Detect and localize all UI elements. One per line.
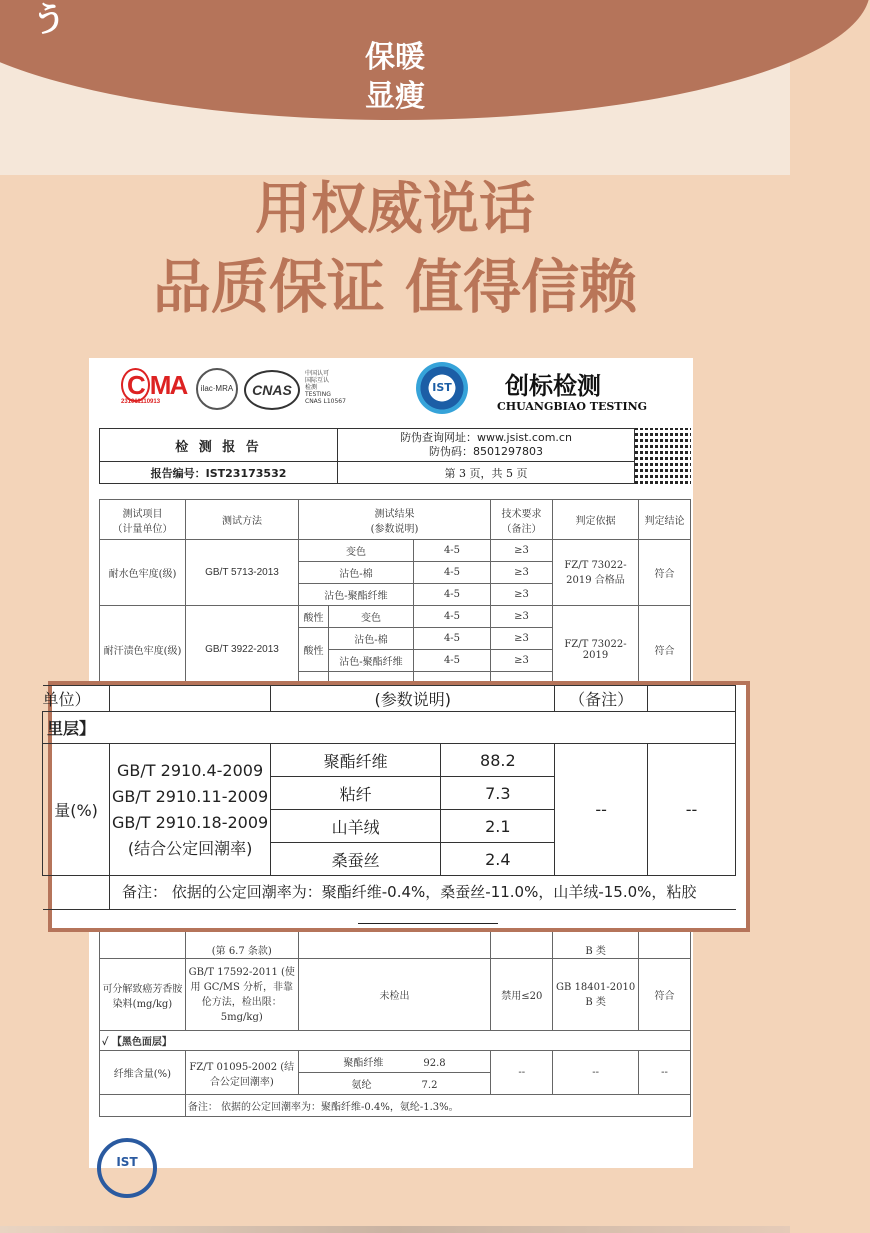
report-number: 报告编号：IST23173532 [100, 462, 338, 484]
table-cell: 沾色-棉 [329, 628, 414, 650]
cma-logo: C MA 231011110913 [121, 370, 187, 405]
table-cell: 沾色-棉 [299, 562, 414, 584]
table-cell: ≥3 [491, 606, 553, 628]
table-cell: 桑蚕丝 [271, 843, 441, 876]
azo-conclusion: 符合 [639, 959, 691, 1031]
results-table [99, 499, 691, 694]
headline-line-2: 品质保证 值得信赖 [152, 253, 638, 321]
table-cell: 7.3 [441, 777, 555, 810]
col-basis: 判定依据 [553, 500, 639, 540]
clause-label: (第 6.7 条款) [185, 927, 298, 959]
zoom-head-unit: 单位） [43, 686, 110, 712]
azo-result: 未检出 [298, 959, 491, 1031]
table-cell: ≥3 [491, 584, 553, 606]
zoom-layer-label: 里层】 [43, 712, 736, 744]
zoomed-table-callout [42, 681, 750, 932]
report-header-table [99, 428, 691, 484]
table-cell: ≥3 [491, 540, 553, 562]
sweat-method: GB/T 3922-2013 [186, 606, 299, 694]
table-cell: 变色 [299, 540, 414, 562]
verify-info: 防伪查询网址：www.jsist.com.cn 防伪码：8501297803 [338, 429, 635, 462]
table-cell: ≥3 [491, 562, 553, 584]
fiber-row: 氨纶 7.2 [298, 1073, 491, 1095]
col-requirement: 技术要求 （备注） [491, 500, 553, 540]
table-cell: ≥3 [491, 650, 553, 672]
top-banner [0, 0, 790, 175]
sweat-conclusion: 符合 [639, 606, 691, 694]
report-logos [89, 358, 693, 428]
col-conclusion: 判定结论 [639, 500, 691, 540]
grade-label: B 类 [553, 927, 639, 959]
zoom-note: 备注： 依据的公定回潮率为：聚酯纤维-0.4%，桑蚕丝-11.0%，山羊绒-15.0%，粘胶 [122, 883, 697, 901]
acid-label: 酸性 [299, 606, 329, 628]
zoom-item: 量(%) [43, 744, 110, 876]
sweat-basis: FZ/T 73022-2019 [553, 606, 639, 694]
acid-label: 酸性 [299, 628, 329, 672]
water-item: 耐水色牢度(级) [100, 540, 186, 606]
table-cell: 4-5 [414, 628, 491, 650]
table-cell: 4-5 [414, 650, 491, 672]
col-method: 测试方法 [186, 500, 299, 540]
dash: -- [647, 744, 735, 876]
dash: -- [555, 744, 648, 876]
water-conclusion: 符合 [639, 540, 691, 606]
banner-line-2: 显瘦 [365, 79, 425, 114]
zoom-head-note: （备注） [555, 686, 648, 712]
water-method: GB/T 5713-2013 [186, 540, 299, 606]
ilac-mra-logo: ilac·MRA [196, 368, 238, 410]
brand-name-en: CHUANGBIAO TESTING [497, 400, 648, 413]
cnas-note: 中国认可 国际互认 检测 TESTING CNAS L10567 [305, 370, 346, 405]
fiber-method: FZ/T 01095-2002 (结合公定回潮率) [185, 1051, 298, 1095]
table-cell: 粘纤 [271, 777, 441, 810]
dash: -- [491, 1051, 553, 1095]
dash: -- [639, 1051, 691, 1095]
table-cell: 4-5 [414, 540, 491, 562]
table-cell: 山羊绒 [271, 810, 441, 843]
table-cell: 2.4 [441, 843, 555, 876]
ist-logo: IST [416, 362, 468, 414]
zoomed-table [42, 685, 736, 910]
table-cell: 聚酯纤维 [271, 744, 441, 777]
bottom-strip [0, 1226, 790, 1233]
report-title: 检 测 报 告 [100, 429, 338, 462]
azo-requirement: 禁用≤20 [491, 959, 553, 1031]
ist-seal-icon: IST [97, 1138, 157, 1198]
headline-line-1: 用权威说话 [255, 177, 535, 242]
banner-line-1: 保暖 [365, 40, 425, 75]
corner-mark: う [32, 0, 66, 40]
azo-method: GB/T 17592-2011 (使用 GC/MS 分析，非靠伦方法，检出限：5mg/kg) [185, 959, 298, 1031]
table-cell: 4-5 [414, 584, 491, 606]
table-cell: 变色 [329, 606, 414, 628]
table-cell: 4-5 [414, 562, 491, 584]
page-indicator: 第 3 页，共 5 页 [338, 462, 635, 484]
brand-name-cn: 创标检测 [505, 371, 601, 400]
table-cell: 2.1 [441, 810, 555, 843]
lower-results-table [99, 926, 691, 1117]
col-item: 测试项目 （计量单位） [100, 500, 186, 540]
cnas-logo: CNAS [244, 370, 300, 410]
table-cell: 88.2 [441, 744, 555, 777]
table-cell: 4-5 [414, 606, 491, 628]
zoom-methods: GB/T 2910.4-2009 GB/T 2910.11-2009 GB/T 2910.18-2009 (结合公定回潮率) [110, 744, 271, 876]
qr-code-icon [635, 428, 691, 484]
fiber-row: 聚酯纤维 92.8 [298, 1051, 491, 1073]
table-cell: 沾色-聚酯纤维 [299, 584, 414, 606]
fiber-note: 备注： 依据的公定回潮率为：聚酯纤维-0.4%，氨纶-1.3%。 [185, 1095, 690, 1117]
zoom-head-param: (参数说明) [271, 686, 555, 712]
col-result: 测试结果 (参数说明) [299, 500, 491, 540]
black-layer-label: ✓ 【黑色面层】 [100, 1031, 691, 1051]
divider [358, 923, 498, 924]
water-basis: FZ/T 73022-2019 合格品 [553, 540, 639, 606]
azo-item: 可分解致癌芳香胺染料(mg/kg) [100, 959, 186, 1031]
azo-basis: GB 18401-2010 B 类 [553, 959, 639, 1031]
fiber-item: 纤维含量(%) [100, 1051, 186, 1095]
table-cell: 沾色-聚酯纤维 [329, 650, 414, 672]
dash: -- [553, 1051, 639, 1095]
sweat-item: 耐汗渍色牢度(级) [100, 606, 186, 694]
table-cell: ≥3 [491, 628, 553, 650]
